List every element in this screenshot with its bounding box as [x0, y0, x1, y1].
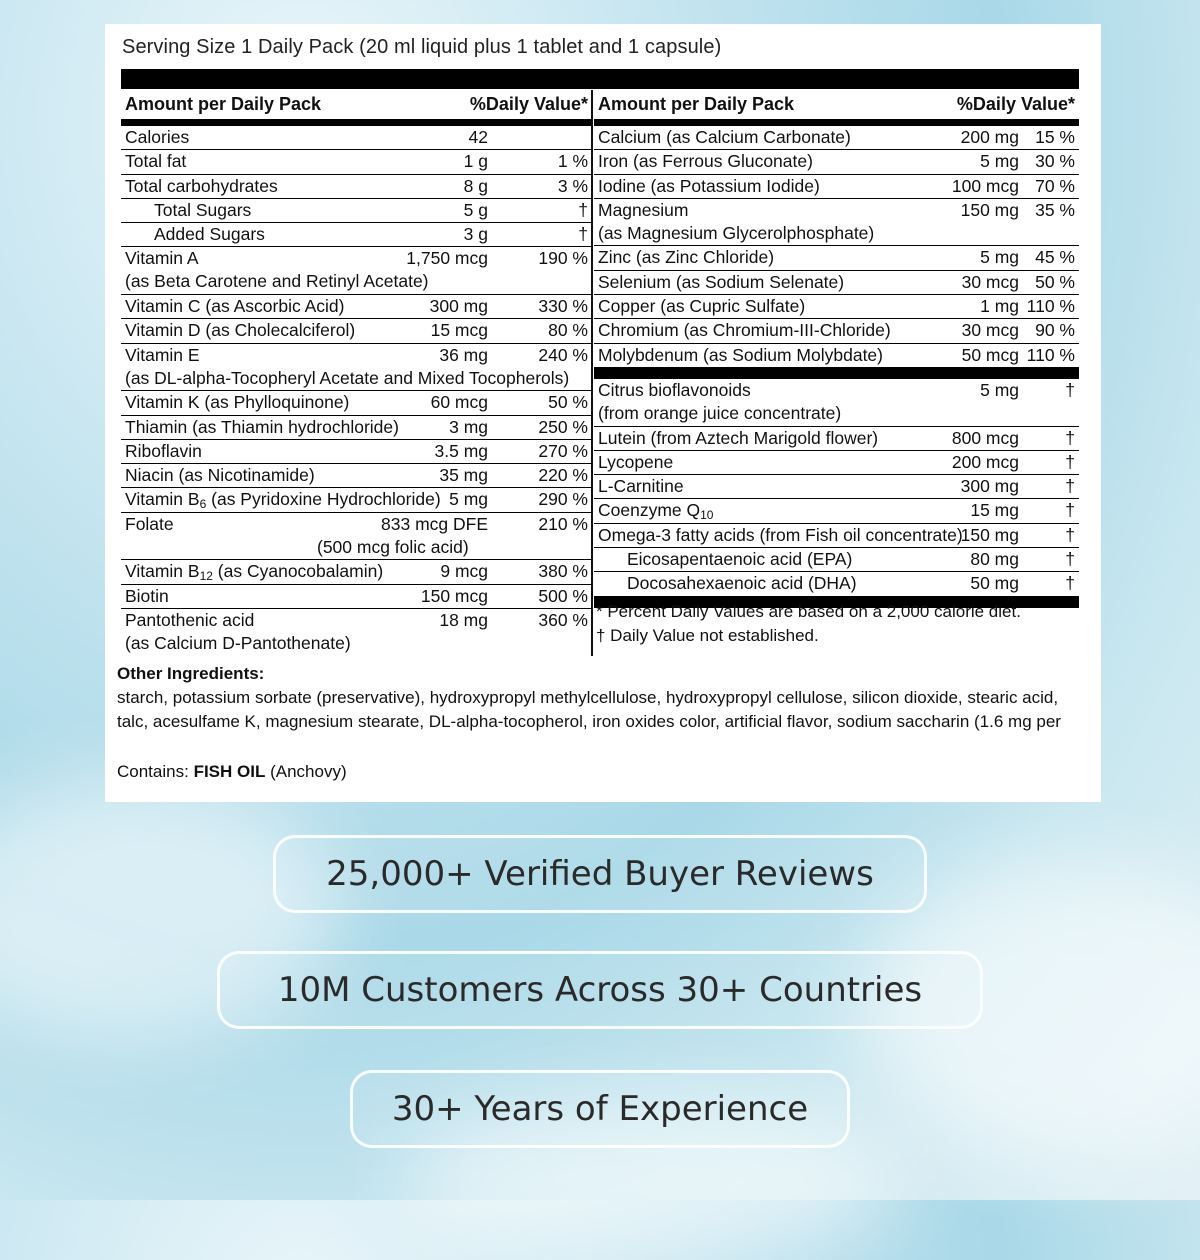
- right-header-dv: %Daily Value*: [956, 94, 1075, 114]
- nutrient-amount: 50 mg: [970, 573, 1019, 594]
- nutrient-amount: 833 mcg DFE: [381, 513, 488, 534]
- nutrient-name: Niacin (as Nicotinamide): [125, 465, 315, 486]
- nutrient-name: Calories: [125, 127, 190, 147]
- nutrient-row: [121, 223, 592, 247]
- nutrient-row: [121, 150, 592, 174]
- nutrient-subscript: 12: [199, 569, 213, 584]
- nutrient-daily-value: 50 %: [548, 392, 588, 413]
- nutrient-amount: 3 g: [463, 224, 488, 245]
- nutrient-amount: 42: [468, 127, 488, 147]
- left-header-amount: Amount per Daily Pack: [125, 94, 322, 114]
- nutrient-amount: 80 mg: [970, 549, 1019, 570]
- nutrient-amount: 5 mg: [980, 151, 1019, 172]
- nutrient-amount: 1,750 mcg: [406, 248, 488, 269]
- nutrient-name-part: (as Cyanocobalamin): [212, 561, 384, 582]
- nutrient-daily-value: †: [1065, 379, 1075, 400]
- nutrient-row: [121, 416, 592, 440]
- nutrient-amount: 35 mg: [439, 465, 488, 486]
- nutrient-amount: 9 mcg: [440, 561, 488, 582]
- left-header-dv: %Daily Value*: [469, 94, 588, 114]
- nutrient-amount: 5 mg: [980, 379, 1019, 400]
- nutrient-row: [594, 199, 1079, 247]
- footnote-dagger: † Daily Value not established.: [596, 626, 819, 645]
- nutrient-name: Biotin: [125, 585, 169, 606]
- nutrient-amount: 200 mg: [960, 127, 1019, 147]
- nutrient-row: [594, 475, 1079, 499]
- nutrient-row: [121, 344, 592, 392]
- nutrient-amount: 15 mcg: [430, 320, 488, 341]
- nutrient-daily-value: †: [1065, 427, 1075, 448]
- nutrient-daily-value: 110 %: [1026, 296, 1075, 317]
- nutrient-row: [594, 451, 1079, 475]
- serving-size: Serving Size 1 Daily Pack (20 ml liquid plus 1 tablet and 1 capsule): [122, 36, 722, 58]
- nutrient-amount: 18 mg: [439, 609, 488, 630]
- nutrient-daily-value: †: [578, 199, 588, 220]
- nutrient-row: [594, 271, 1079, 295]
- nutrient-name: Total fat: [125, 151, 187, 172]
- nutrient-daily-value: †: [1065, 524, 1075, 545]
- nutrient-daily-value: 220 %: [538, 465, 588, 486]
- nutrient-daily-value: 380 %: [538, 561, 588, 582]
- nutrient-row: [594, 295, 1079, 319]
- nutrient-daily-value: 360 %: [538, 609, 588, 630]
- nutrient-row: [121, 126, 592, 150]
- nutrient-daily-value: †: [578, 224, 588, 245]
- nutrient-daily-value: 50 %: [1035, 271, 1075, 292]
- nutrient-amount: 15 mg: [970, 500, 1019, 521]
- nutrient-row: [121, 199, 592, 223]
- nutrient-row: [121, 247, 592, 295]
- badge-experience: 30+ Years of Experience: [350, 1070, 850, 1148]
- right-column-header: [594, 90, 1079, 126]
- nutrient-daily-value: †: [1065, 573, 1075, 594]
- nutrient-row: [594, 572, 1079, 595]
- nutrient-amount: 8 g: [463, 175, 488, 196]
- nutrient-name: Magnesium: [598, 199, 689, 220]
- nutrient-row: [594, 427, 1079, 451]
- nutrient-amount: 150 mg: [960, 199, 1019, 220]
- nutrient-daily-value: 3 %: [557, 175, 588, 196]
- other-ingredients-title: Other Ingredients:: [117, 664, 265, 683]
- nutrient-daily-value: †: [1065, 451, 1075, 472]
- nutrient-daily-value: 80 %: [548, 320, 588, 341]
- nutrient-amount: 50 mcg: [961, 344, 1019, 365]
- nutrient-amount: 800 mcg: [951, 427, 1019, 448]
- right-nutrient-column: [594, 90, 1079, 608]
- nutrient-source: (from orange juice concentrate): [598, 402, 842, 423]
- nutrient-daily-value: 70 %: [1035, 175, 1075, 196]
- nutrient-name: Iodine (as Potassium Iodide): [598, 175, 820, 196]
- nutrient-amount: 30 mcg: [961, 271, 1019, 292]
- footnotes: [596, 600, 1021, 648]
- nutrient-subscript: 10: [700, 508, 714, 523]
- nutrient-daily-value: 250 %: [538, 416, 588, 437]
- nutrient-name-part: Vitamin B: [125, 489, 200, 510]
- nutrient-row: [594, 379, 1079, 427]
- nutrient-amount: 3 mg: [449, 416, 488, 437]
- nutrient-row: [594, 499, 1079, 523]
- nutrient-name: Iron (as Ferrous Gluconate): [598, 151, 813, 172]
- nutrient-row: [121, 391, 592, 415]
- nutrient-amount: 150 mcg: [420, 585, 488, 606]
- top-black-bar: [121, 69, 1079, 89]
- nutrient-amount: 300 mg: [960, 476, 1019, 497]
- nutrient-row: [121, 440, 592, 464]
- nutrient-amount: 30 mcg: [961, 320, 1019, 341]
- nutrient-amount: 5 mg: [449, 489, 488, 510]
- nutrient-amount: 200 mcg: [951, 451, 1019, 472]
- nutrient-name: Docosahexaenoic acid (DHA): [627, 573, 857, 594]
- nutrient-row: [594, 319, 1079, 343]
- supplement-facts-label: [105, 24, 1101, 802]
- right-header-amount: Amount per Daily Pack: [598, 94, 795, 114]
- nutrient-amount: 300 mg: [429, 296, 488, 317]
- nutrient-name: Added Sugars: [154, 224, 265, 245]
- other-ingredients-text: starch, potassium sorbate (preservative), hydroxypropyl methylcellulose, hydroxypropyl cellulose, silicon dioxide, stearic acid, talc, acesulfame K, magnesium stearate, DL-alpha-tocopherol, iron oxides color, artificial flavor, sodium saccharin (1.6 mg per: [117, 688, 1061, 731]
- nutrient-daily-value: †: [1065, 476, 1075, 497]
- nutrient-name: Copper (as Cupric Sulfate): [598, 296, 806, 317]
- nutrient-name: Total Sugars: [154, 199, 252, 220]
- nutrient-amount: 5 g: [463, 199, 488, 220]
- nutrient-amount: 150 mg: [960, 524, 1019, 545]
- left-column-header: [121, 90, 592, 126]
- nutrient-daily-value: †: [1065, 500, 1075, 521]
- contains-detail: (Anchovy): [270, 762, 347, 781]
- other-ingredients: [117, 662, 1092, 734]
- mineral-separator-bar: [594, 367, 1079, 379]
- nutrient-daily-value: 330 %: [538, 296, 588, 317]
- nutrient-row: [121, 488, 592, 512]
- nutrient-amount: 1 g: [463, 151, 488, 172]
- nutrient-daily-value: 90 %: [1035, 320, 1075, 341]
- nutrient-amount: 36 mg: [439, 344, 488, 365]
- nutrient-name: Omega-3 fatty acids (from Fish oil concentrate): [598, 524, 963, 545]
- nutrient-daily-value: 210 %: [538, 513, 588, 534]
- nutrient-daily-value: 500 %: [538, 585, 588, 606]
- nutrient-amount: 1 mg: [980, 296, 1019, 317]
- nutrient-row: [594, 175, 1079, 199]
- nutrient-daily-value: 240 %: [538, 344, 588, 365]
- left-nutrient-column: [121, 90, 592, 656]
- nutrient-row: [594, 548, 1079, 572]
- nutrient-name: Vitamin K (as Phylloquinone): [125, 392, 350, 413]
- nutrient-subscript: 6: [199, 497, 207, 512]
- nutrient-name: Pantothenic acid: [125, 609, 255, 630]
- nutrient-name: Eicosapentaenoic acid (EPA): [627, 549, 853, 570]
- nutrient-name-part: (as Pyridoxine Hydrochloride): [206, 489, 441, 510]
- nutrient-name: Citrus bioflavonoids: [598, 379, 751, 400]
- nutrient-daily-value: 110 %: [1026, 344, 1075, 365]
- nutrient-name: Folate: [125, 513, 174, 534]
- nutrient-name: Lycopene: [598, 451, 674, 472]
- nutrient-daily-value: 35 %: [1035, 199, 1075, 220]
- nutrient-name: Vitamin E: [125, 344, 200, 365]
- badge-reviews: 25,000+ Verified Buyer Reviews: [273, 835, 927, 913]
- nutrient-name: Riboflavin: [125, 440, 202, 461]
- nutrient-daily-value: †: [1065, 549, 1075, 570]
- nutrient-amount: 100 mcg: [951, 175, 1019, 196]
- nutrient-source: (as Magnesium Glycerolphosphate): [598, 222, 875, 243]
- contains-label: Contains:: [117, 762, 189, 781]
- nutrient-source: (as DL-alpha-Tocopheryl Acetate and Mixed Tocopherols): [125, 367, 570, 388]
- nutrient-amount: 60 mcg: [430, 392, 488, 413]
- nutrient-row: [594, 126, 1079, 150]
- nutrient-name: Vitamin A: [125, 248, 199, 269]
- nutrient-daily-value: 45 %: [1035, 247, 1075, 268]
- nutrient-daily-value: 190 %: [538, 248, 588, 269]
- nutrient-daily-value: 270 %: [538, 440, 588, 461]
- nutrient-row: [121, 464, 592, 488]
- badge-customers: 10M Customers Across 30+ Countries: [217, 951, 983, 1029]
- nutrient-name-part: Coenzyme Q: [598, 500, 701, 521]
- nutrient-name: Molybdenum (as Sodium Molybdate): [598, 344, 883, 365]
- nutrient-row: [121, 609, 592, 656]
- allergen-statement: [117, 762, 347, 782]
- nutrient-name-part: Vitamin B: [125, 561, 200, 582]
- nutrient-row: [594, 246, 1079, 270]
- nutrient-name: Calcium (as Calcium Carbonate): [598, 127, 851, 147]
- nutrient-row: [121, 513, 592, 561]
- nutrient-row: [121, 319, 592, 343]
- nutrient-name: Vitamin D (as Cholecalciferol): [125, 320, 356, 341]
- nutrient-row: [594, 524, 1079, 548]
- nutrient-daily-value: 15 %: [1035, 127, 1075, 147]
- contains-allergen: FISH OIL: [193, 762, 266, 781]
- nutrient-name: Total carbohydrates: [125, 175, 278, 196]
- nutrient-daily-value: 30 %: [1035, 151, 1075, 172]
- nutrient-name: Thiamin (as Thiamin hydrochloride): [125, 416, 399, 437]
- nutrient-name: Vitamin C (as Ascorbic Acid): [125, 296, 345, 317]
- footnote-percent: * Percent Daily Values are based on a 2,000 calorie diet.: [596, 602, 1021, 621]
- nutrient-name: Selenium (as Sodium Selenate): [598, 271, 845, 292]
- nutrient-name: L-Carnitine: [598, 476, 684, 497]
- nutrient-source: (as Beta Carotene and Retinyl Acetate): [125, 271, 429, 292]
- nutrient-row: [121, 585, 592, 609]
- nutrient-row: [594, 344, 1079, 367]
- nutrient-row: [121, 175, 592, 199]
- nutrient-name: Lutein (from Aztech Marigold flower): [598, 427, 879, 448]
- nutrient-source: (as Calcium D-Pantothenate): [125, 632, 351, 653]
- nutrient-source: (500 mcg folic acid): [317, 536, 469, 557]
- nutrient-amount: 5 mg: [980, 247, 1019, 268]
- nutrient-daily-value: 1 %: [557, 151, 588, 172]
- nutrient-row: [121, 295, 592, 319]
- nutrient-daily-value: 290 %: [538, 489, 588, 510]
- nutrient-name: Zinc (as Zinc Chloride): [598, 247, 775, 268]
- nutrient-amount: 3.5 mg: [434, 440, 488, 461]
- nutrient-name: Chromium (as Chromium-III-Chloride): [598, 320, 891, 341]
- nutrient-row: [594, 150, 1079, 174]
- nutrient-row: [121, 560, 592, 584]
